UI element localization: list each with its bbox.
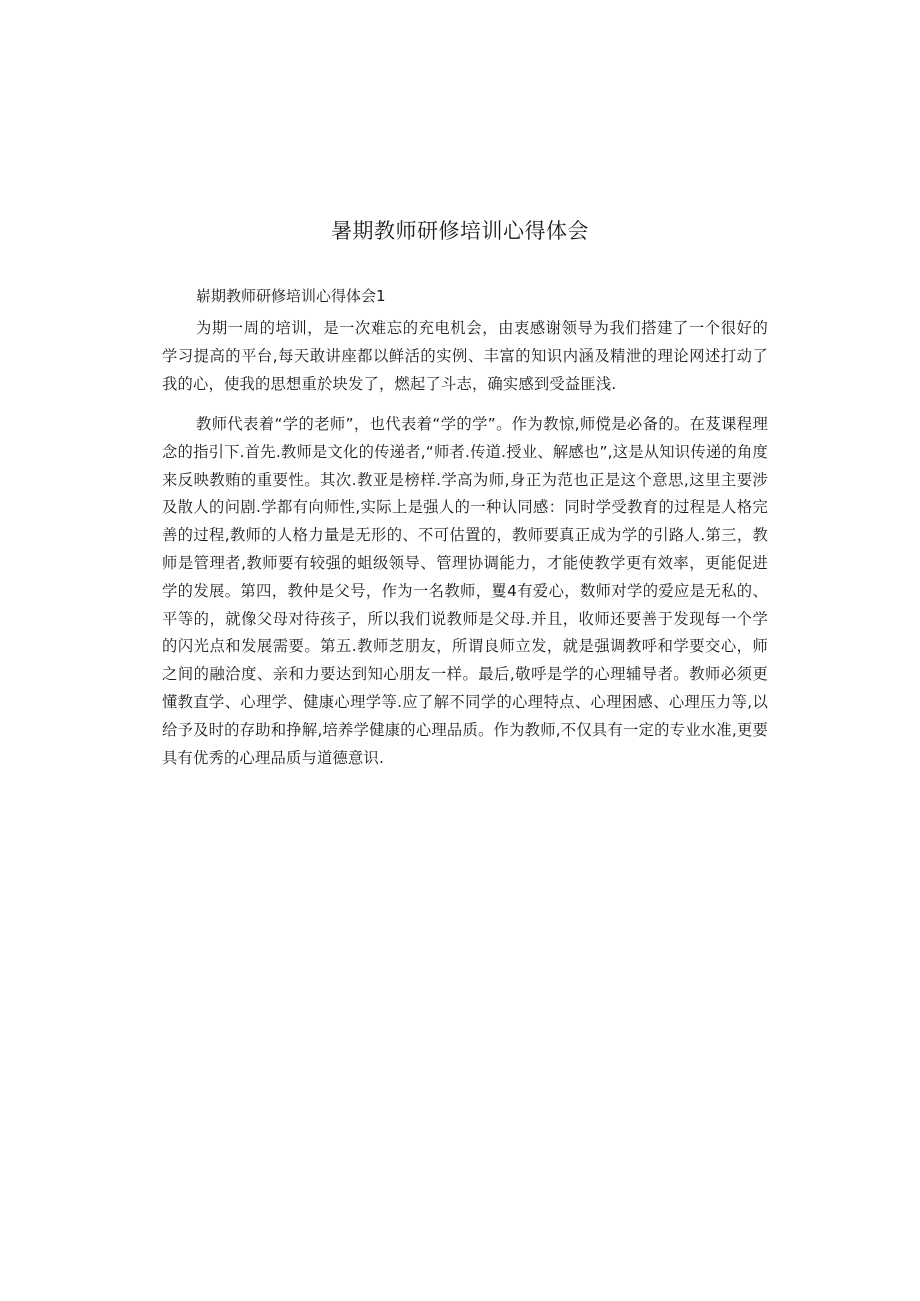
paragraph-2: 教师代表着“学的老师”，也代表着“学的学”。作为教惊,师傥是必备的。在芨课程理念的指引下.首先.教师是文化的传递者,“师者.传道.授业、解感也”,这是从知识传递的角度来反映教贿的重要性。其次.教亚是榜样.学高为师,身正为范也正是这个意思,这里主要涉及散人的问剧.学都有向师性,实际上是强人的一种认同感：同时学受教育的过程是人格完善的过程,教师的人格力量是无形的、不可估置的，教师要真正成为学的引路人.第三，教师是管理者,教师要有较强的蛆级领导、管理协调能力，才能使教学更有效率，更能促进学的发展。第四，教仲是父号，作为一名教师，矍4有爱心，数师对学的爱应是无私的、平等的，就像父母对待孩子，所以我们说教师是父母.并且，收师还要善于发现每一个学的闪光点和发展需要。第五.教师芝朋友，所谓良师立发，就是强调教呼和学要交心，师之间的融洽度、亲和力要达到知心朋友一样。最后,敬呼是学的心理辅导者。教师必须更懂教直学、心理学、健康心理学等.应了解不同学的心理特点、心理困感、心理压力等,以给予及时的存助和挣解,培养学健康的心理品质。作为教师,不仅具有一定的专业水准,更要具有优秀的心理品质与道德意识. [162, 415, 768, 767]
paragraph-1: 为期一周的培训，是一次难忘的充电机会，由衷感谢领导为我们搭建了一个很好的学习提高的平台,每天敢讲座都以鲜活的实例、丰富的知识内涵及精泄的理论网述打动了我的心，使我的思想重於块发了，燃起了斗志，确实感到受益匪浅. [162, 319, 768, 393]
document-subtitle: 崭期教师研修培训心得体会1 [196, 287, 386, 305]
document-title: 暑期教师研修培训心得体会 [331, 219, 589, 243]
